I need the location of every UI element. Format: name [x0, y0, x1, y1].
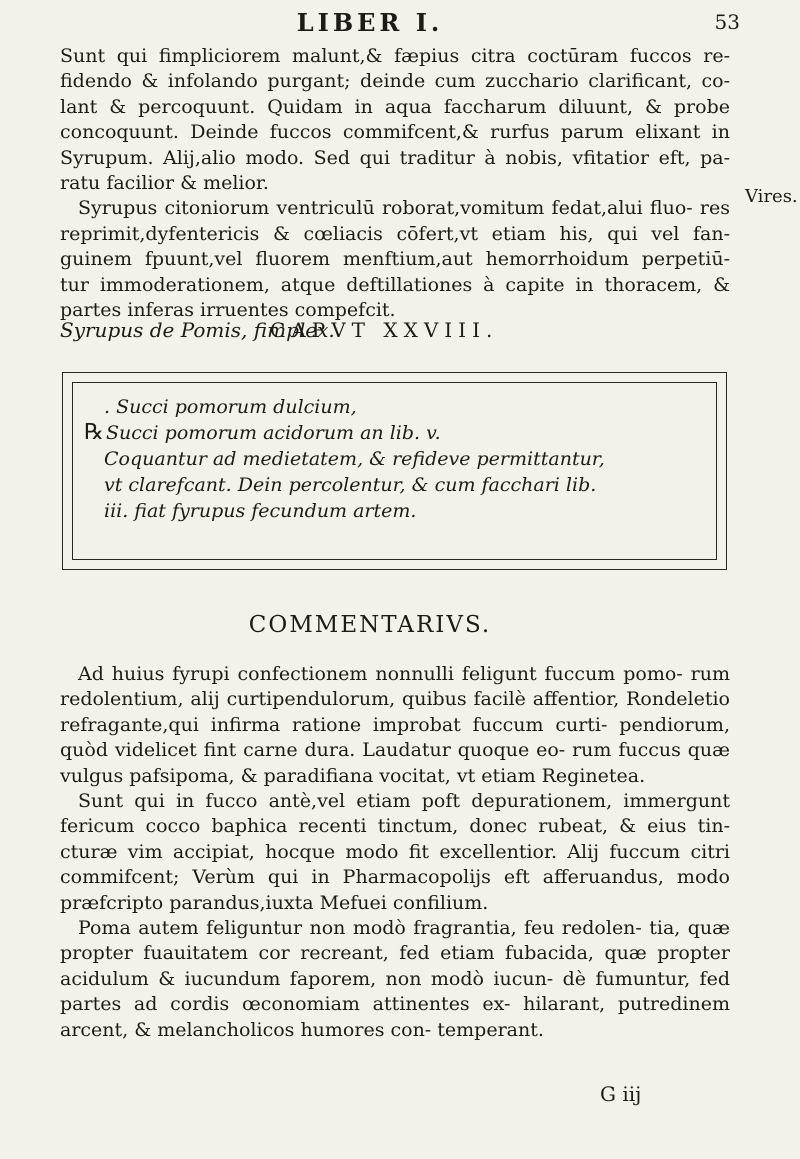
recipe-line-1 [104, 394, 704, 420]
margin-note: Vires. [745, 186, 798, 207]
intro-paragraph-1: Sunt qui fimpliciorem malunt,& fæpius citra coctūram fuccos re- fidendo & infolando purgant; deinde cum zucchario clarificant, co- lant & percoquunt. Quidam in aqua faccharum diluunt, & probe concoquunt. Deinde fuccos commifcent,& rurfus parum elixant in Syrupum. Alij,alio modo. Sed qui traditur à nobis, vfitatior eft, pa- ratu facilior & melior. [60, 45, 730, 195]
intro-text [60, 44, 730, 323]
running-title: LIBER I. [296, 8, 444, 37]
recipe-line-5: iii. fiat fyrupus fecundum artem. [104, 500, 417, 522]
intro-paragraph-2: Syrupus citoniorum ventriculū roborat,vomitum fedat,alui fluo- res reprimit,dyfentericis & cœliacis cōfert,vt etiam his, qui vel fan- guinem fpuunt,vel fluorem menftium,aut hemorrhoidum perpetiū- tur immoderationem, atque deftillationes à capite in thoracem, & partes inferas irruentes compefcit. [60, 197, 730, 322]
recipe-box [62, 372, 727, 570]
running-head [0, 8, 800, 38]
recipe-line-4: vt clarefcant. Dein percolentur, & cum facchari lib. [104, 474, 597, 496]
page-number: 53 [714, 10, 740, 34]
chapter-heading [60, 318, 730, 346]
recipe-line-2-text: Succi pomorum acidorum an lib. v. [106, 422, 441, 444]
commentary-heading: COMMENTARIVS. [248, 612, 492, 638]
commentary-paragraph-2: Sunt qui in fucco antè,vel etiam poft depurationem, immergunt fericum cocco baphica recenti tinctum, donec rubeat, & eius tin- cturæ vim accipiat, hocque modo fit excellentior. Alij fuccum citri commifcent; Verùm qui in Pharmacopolijs eft afferuandus, modo præfcripto parandus,iuxta Mefuei confilium. [60, 790, 730, 914]
recipe-line-1-text: . Succi pomorum dulcium, [104, 396, 357, 418]
chapter-title: Syrupus de Pomis, fimplex. [60, 318, 335, 342]
commentary-paragraph-3: Poma autem feliguntur non modò fragrantia, feu redolen- tia, quæ propter fuauitatem cor recreant, fed etiam fubacida, quæ propter acidulum & iucundum faporem, non modò iucun- dè fumuntur, fed partes ad cordis œconomiam attinentes ex- hilarant, putredinem arcent, & melancholicos humores con- temperant. [60, 917, 730, 1041]
recipe-line-2 [84, 420, 704, 446]
commentary-text [60, 662, 730, 1043]
signature-mark: G iij [600, 1082, 642, 1106]
recipe-line-3: Coquantur ad medietatem, & refideve permittantur, [104, 448, 605, 470]
recipe-text [84, 394, 704, 524]
rx-icon: ℞ [84, 420, 104, 445]
chapter-number: CAPVT XXVIII. [270, 318, 499, 342]
commentary-paragraph-1: Ad huius fyrupi confectionem nonnulli feligunt fuccum pomo- rum redolentium, alij curtipendulorum, quibus facilè affentior, Rondeletio refragante,qui infirma ratione improbat fuccum curti- pendiorum, quòd videlicet fint carne dura. Laudatur quoque eo- rum fuccus quæ vulgus pafsipoma, & paradifiana vocitat, vt etiam Reginetea. [60, 663, 730, 787]
